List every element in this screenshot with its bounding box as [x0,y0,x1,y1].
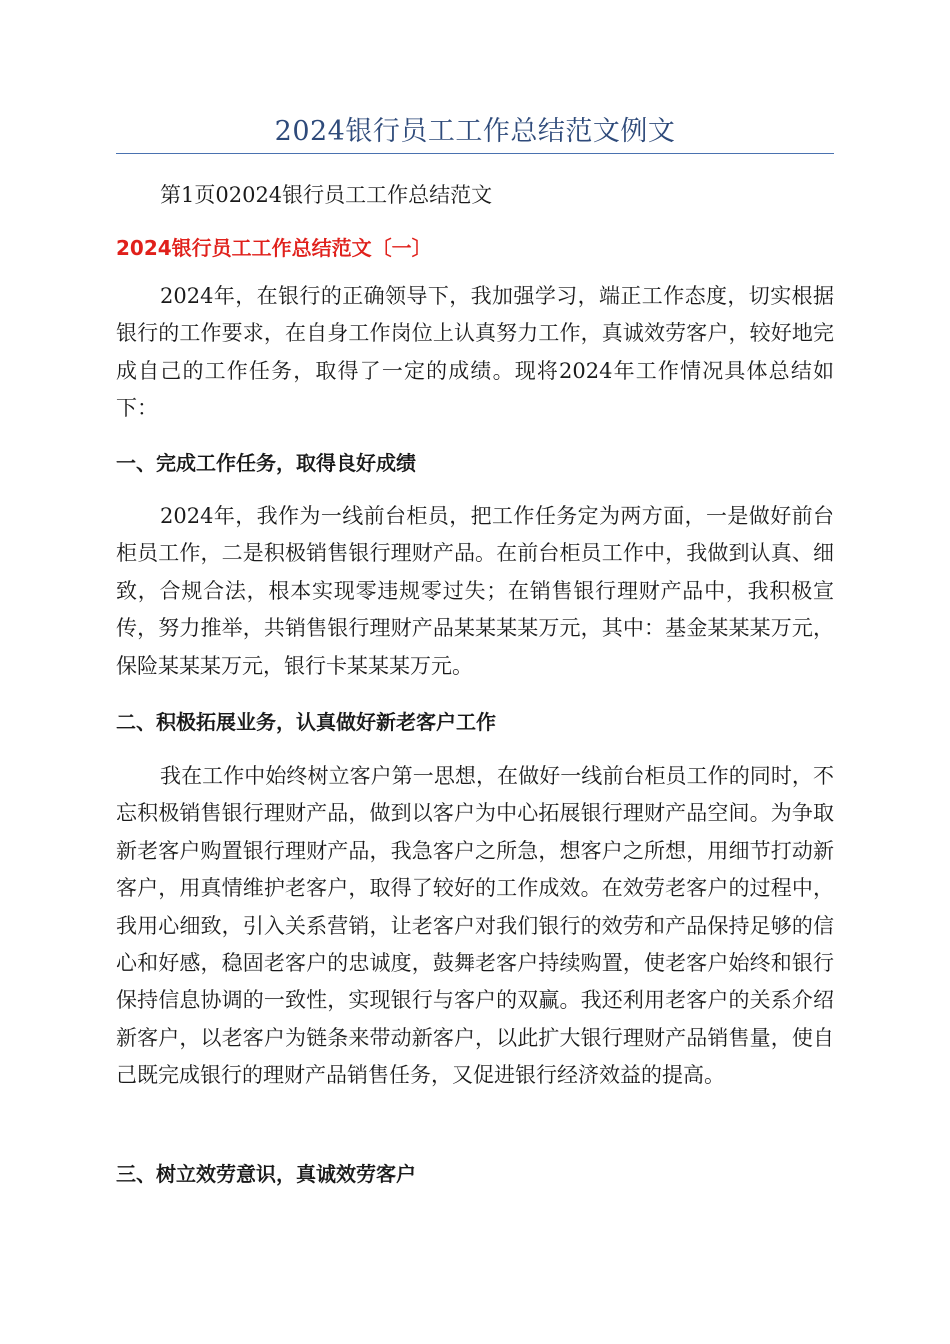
section-heading-1: 一、完成工作任务，取得良好成绩 [116,451,416,475]
intro-paragraph: 2024年，在银行的正确领导下，我加强学习，端正工作态度，切实根据银行的工作要求，在自身工作岗位上认真努力工作，真诚效劳客户，较好地完成自己的工作任务，取得了一定的成绩。现将2024年工作情况具体总结如下： [116,284,834,421]
section-body-1: 2024年，我作为一线前台柜员，把工作任务定为两方面，一是做好前台柜员工作，二是积极销售银行理财产品。在前台柜员工作中，我做到认真、细致，合规合法，根本实现零违规零过失；在销售银行理财产品中，我积极宣传，努力推举，共销售银行理财产品某某某某万元，其中：基金某某某万元，保险某某某万元，银行卡某某某万元。 [116,504,834,678]
section-heading-2: 二、积极拓展业务，认真做好新老客户工作 [116,710,496,734]
section-subtitle: 2024银行员工工作总结范文〔一〕 [116,236,432,260]
page-reference: 第1页02024银行员工工作总结范文 [160,183,493,207]
document-title: 2024银行员工工作总结范文例文 [274,116,676,147]
title-underline [116,153,834,154]
section-body-2: 我在工作中始终树立客户第一思想，在做好一线前台柜员工作的同时，不忘积极销售银行理财产品，做到以客户为中心拓展银行理财产品空间。为争取新老客户购置银行理财产品，我急客户之所急，想客户之所想，用细节打动新客户，用真情维护老客户，取得了较好的工作成效。在效劳老客户的过程中，我用心细致，引入关系营销，让老客户对我们银行的效劳和产品保持足够的信心和好感，稳固老客户的忠诚度，鼓舞老客户持续购置，使老客户始终和银行保持信息协调的一致性，实现银行与客户的双赢。我还利用老客户的关系介绍新客户，以老客户为链条来带动新客户，以此扩大银行理财产品销售量，使自己既完成银行的理财产品销售任务，又促进银行经济效益的提高。 [116,764,834,1088]
section-heading-3: 三、树立效劳意识，真诚效劳客户 [116,1162,416,1186]
